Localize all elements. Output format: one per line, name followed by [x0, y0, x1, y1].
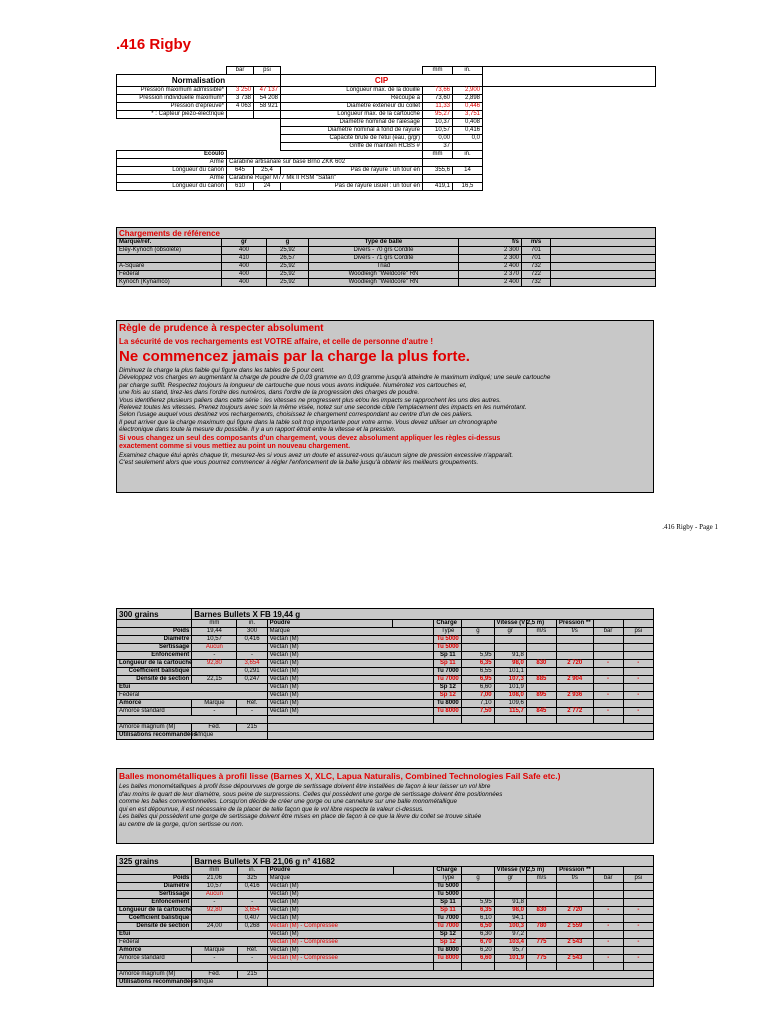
load-row: Sertissage Aucun Vectan (M) Tu 5000	[117, 644, 654, 652]
load-row: Densité de section 24,00 0,268 Vectan (M) - Compressée Tu 7000 6,50 100,3 780 2 559 - -	[117, 923, 654, 931]
load-row: Amorce Marque Réf. Vectan (M) Tu 8000 7,10 109,6	[117, 700, 654, 708]
page-title: .416 Rigby	[116, 36, 192, 53]
load-row	[117, 963, 654, 971]
arm-row: Longueur du canon 610 24 Pas de rayure usuel : un tour en 419,1 16,5	[117, 183, 656, 191]
spec-row: * : Capteur piézo-électrique Longueur max. de la cartouche 95,27 3,751	[117, 111, 656, 119]
spec-row: Diamètre nominal de l'alésage 10,37 0,408	[117, 119, 656, 127]
arm-row: Longueur du canon 645 25,4 Pas de rayure : un tour en 355,6 14	[117, 167, 656, 175]
load-row: Longueur de la cartouche 92,80 3,654 Vectan (M) Sp 11 6,35 98,0 830 2 720 - -	[117, 660, 654, 668]
reference-row: 410 26,57 Divers - 71 grs Cordite 2 300 701	[117, 255, 656, 263]
load-row: Poids 21,06 325 Marque Type g gr m/s f/s bar psi	[117, 875, 654, 883]
reference-row: Kynoch (Kynamco) 400 25,92 Woodleigh "Weldcore" RN 2 400 732	[117, 279, 656, 287]
monometal-notice: Balles monométalliques à profil lisse (Barnes X, XLC, Lapua Naturalis, Combined Technologies Fail Safe etc.) Les balles monométalliques à profil lisse dépourvues de gorge de sertissage doivent être installées de façon à leur laisser un vol libre d'au moins le quart de leur diamètre, sous peine de surpressions. Celles qui possèdent une gorge de sertissage doivent être positionnées comme les balles conventionnelles. Lorsqu'on décide de créer une gorge ou une cannelure sur une balle monométallique qui en est dépourvue, il est nécessaire de la placer de telle façon que le vol libre respecte la valeur ci-dessus. Les balles qui possèdent une gorge de sertissage doivent être mises en place de façon à ce que la lèvre du collet se trouve située au centre de la gorge, qu'on sertisse ou non.	[116, 768, 654, 844]
specs-table: bar psi mm in. Normalisation CIP Pression maximum admissible* 3 250 47 137 Longueur max. de la douille 73,66 2,900 Pression individuelle maximum* 3 738 54 208 Recoupe à 73,60 2,898 Pression d'épreuve* 4 063 58 921 Diamètre extérieur du collet 11,33 0,446 * : Capteur piézo-électrique Longueur max. de la cartouche 95,27 3,751 Diamètre nominal de l'alésage 10,37 0,408 Diamètre nominal à fond de rayure 10,57 0,416 Capacité brute de l'étui (eau, g/gr) 0,00 0,0 Griffe de maintien RCBS # 37 Ecoulo mm in. Arme Carabine artisanale sur base Brno ZKK 602 Longueur du canon 645 25,4 Pas de rayure : un tour en 355,6 14 Arme Carabine Ruger M77 Mk II RSM "Safari" Longueur du canon 610 24 Pas de rayure usuel : un tour en 419,1 16,5	[116, 66, 656, 191]
load-row: Federal Vectan (M) Sp 12 7,00 108,0 895 2 936 - -	[117, 692, 654, 700]
load-row: Etui Vectan (M) Sp 12 6,30 97,2	[117, 931, 654, 939]
load-row: Amorce standard - - Vectan (M) Tu 8000 7,50 115,7 845 2 772 - -	[117, 708, 654, 716]
safety-notice: Règle de prudence à respecter absolument La sécurité de vos rechargements est VOTRE affaire, et celle de personne d'autre ! Ne commencez jamais par la charge la plus forte. Diminuez la charge la plus faible qui figure dans les tables de 5 pour cent. Développez vos charges en augmentant la charge de poudre de 0,03 gramme en 0,03 gramme jusqu'à atteindre le maximum indiqué; une seule cartouche par charge suffit. Respectez toujours la longueur de cartouche que nous vous avons indiquée. Numérotez vos cartouches et, une fois au stand, tirez-les dans l'ordre des numéros, dans l'ordre de la progression des charges de poudre. Vous identifierez plusieurs paliers dans cette série : les vitesses ne progressent plus et/ou les impacts se rapprochent les uns des autres. Relevez toutes les vitesses. Prenez toujours avec soin la même visée, notez sur une seconde cible l'emplacement des impacts en les numérotant. Selon l'usage auquel vous destinez vos rechargements, choisissez le chargement correspondant au centre d'un de ces paliers. Il peut arriver que la charge maximum qui figure dans la table soit trop importante pour votre arme. Vous devez utiliser un chronographe électronique dans toute la mesure du possible. Il y a un rapport étroit entre la vitesse et la pression. Si vous changez un seul des composants d'un chargement, vous devez absolument appliquer les règles ci-dessus exactement comme si vous mettiez au point un nouveau chargement. Examinez chaque étui après chaque tir, mesurez-les si vous avez un doute et assurez-vous qu'aucun signe de pression excessive n'apparaît. C'est seulement alors que vous pourrez commencer à régler l'enfoncement de la balle jusqu'à obtenir les meilleurs groupements.	[116, 320, 654, 493]
load-row: Amorce Marque Réf. Vectan (M) Tu 8000 6,20 95,7	[117, 947, 654, 955]
load-row: Etui Vectan (M) Sp 12 6,60 101,9	[117, 684, 654, 692]
spec-row: Diamètre nominal à fond de rayure 10,57 0,416	[117, 127, 656, 135]
load-table-300gr: 300 grains Barnes Bullets X FB 19,44 g mm in. Poudre Charge Vitesse (V 2,5 m) Pression ** Poids 19,44 300 Marque Type g gr m/s f/s bar psi Diamètre 10,57 0,416 Vectan (M) Tu 5000 Sertissage Aucun Vectan (M) Tu 5000 Enfoncement - - Vectan (M) Sp 11 5,95 91,8 Longueur de la cartouche 92,80 3,654 Vectan (M) Sp 11 6,35 98,0 830 2 720 - - Coefficient balistique 0,291 Vectan (M) Tu 7000 6,55 101,1 Densité de section 22,15 0,247 Vectan (M) Tu 7000 6,95 107,3 885 2 904 - - Etui Vectan (M) Sp 12 6,60 101,9 Federal Vectan (M) Sp 12 7,00 108,0 895 2 936 - - Amorce Marque Réf. Vectan (M) Tu 8000 7,10 109,6 Amorce standard - - Vectan (M) Tu 8000 7,50 115,7 845 2 772 - - Amorce magnum (M) Fed. 215 Utilisations recommandées Afrique	[116, 608, 654, 740]
reference-loads-table: Chargements de référence Marque/réf. gr g Type de balle f/s m/s Eley-Kynoch (obsolète) 400 25,92 Divers - 70 grs Cordite 2 300 701 410 26,57 Divers - 71 grs Cordite 2 300 701 A-Square 400 25,92 Triad 2 400 732 Federal 400 25,92 Woodleigh "Weldcore" RN 2 370 722 Kynoch (Kynamco) 400 25,92 Woodleigh "Weldcore" RN 2 400 732	[116, 227, 656, 287]
spec-row: Pression maximum admissible* 3 250 47 137 Longueur max. de la douille 73,66 2,900	[117, 87, 656, 95]
page-number: .416 Rigby - Page 1	[662, 523, 718, 531]
load-table-325gr: 325 grains Barnes Bullets X FB 21,06 g n° 41682 mm in. Poudre Charge Vitesse (V 2,5 m) Pression ** Poids 21,06 325 Marque Type g gr m/s f/s bar psi Diamètre 10,57 0,416 Vectan (M) Tu 5000 Sertissage Aucun Vectan (M) Tu 5000 Enfoncement - - Vectan (M) Sp 11 5,95 91,8 Longueur de la cartouche 92,80 3,654 Vectan (M) Sp 11 6,35 98,0 830 2 720 - - Coefficient balistique 0,407 Vectan (M) Tu 7000 6,10 94,1 Densité de section 24,00 0,268 Vectan (M) - Compressée Tu 7000 6,50 100,3 780 2 559 - - Etui Vectan (M) Sp 12 6,30 97,2 Federal Vectan (M) - Compressée Sp 12 6,70 103,4 775 2 543 - - Amorce Marque Réf. Vectan (M) Tu 8000 6,20 95,7 Amorce standard - - Vectan (M) - Compressée Tu 8000 6,60 101,9 775 2 543 - - Amorce magnum (M) Fed. 215 Utilisations recommandées Afrique	[116, 855, 654, 987]
reference-row: Federal 400 25,92 Woodleigh "Weldcore" RN 2 370 722	[117, 271, 656, 279]
spec-row: Griffe de maintien RCBS # 37	[117, 143, 656, 151]
spec-row: Pression individuelle maximum* 3 738 54 208 Recoupe à 73,60 2,898	[117, 95, 656, 103]
spec-row: Pression d'épreuve* 4 063 58 921 Diamètre extérieur du collet 11,33 0,446	[117, 103, 656, 111]
arm-row: Arme Carabine artisanale sur base Brno ZKK 602	[117, 159, 656, 167]
cip-label: CIP	[281, 75, 483, 87]
load-row: Coefficient balistique 0,407 Vectan (M) Tu 7000 6,10 94,1	[117, 915, 654, 923]
load-row	[117, 716, 654, 724]
load-row: Diamètre 10,57 0,416 Vectan (M) Tu 5000	[117, 883, 654, 891]
load-row: Poids 19,44 300 Marque Type g gr m/s f/s bar psi	[117, 628, 654, 636]
load-row: Longueur de la cartouche 92,80 3,654 Vectan (M) Sp 11 6,35 98,0 830 2 720 - -	[117, 907, 654, 915]
load-row: Amorce standard - - Vectan (M) - Compressée Tu 8000 6,60 101,9 775 2 543 - -	[117, 955, 654, 963]
normalisation-label: Normalisation	[117, 75, 281, 87]
load-row: Enfoncement - - Vectan (M) Sp 11 5,95 91,8	[117, 899, 654, 907]
load-row: Federal Vectan (M) - Compressée Sp 12 6,70 103,4 775 2 543 - -	[117, 939, 654, 947]
load-row: Coefficient balistique 0,291 Vectan (M) Tu 7000 6,55 101,1	[117, 668, 654, 676]
arm-row: Arme Carabine Ruger M77 Mk II RSM "Safari"	[117, 175, 656, 183]
reference-row: A-Square 400 25,92 Triad 2 400 732	[117, 263, 656, 271]
load-row: Enfoncement - - Vectan (M) Sp 11 5,95 91,8	[117, 652, 654, 660]
reference-row: Eley-Kynoch (obsolète) 400 25,92 Divers - 70 grs Cordite 2 300 701	[117, 247, 656, 255]
load-row: Sertissage Aucun Vectan (M) Tu 5000	[117, 891, 654, 899]
load-row: Densité de section 22,15 0,247 Vectan (M) Tu 7000 6,95 107,3 885 2 904 - -	[117, 676, 654, 684]
load-row: Diamètre 10,57 0,416 Vectan (M) Tu 5000	[117, 636, 654, 644]
spec-row: Capacité brute de l'étui (eau, g/gr) 0,00 0,0	[117, 135, 656, 143]
